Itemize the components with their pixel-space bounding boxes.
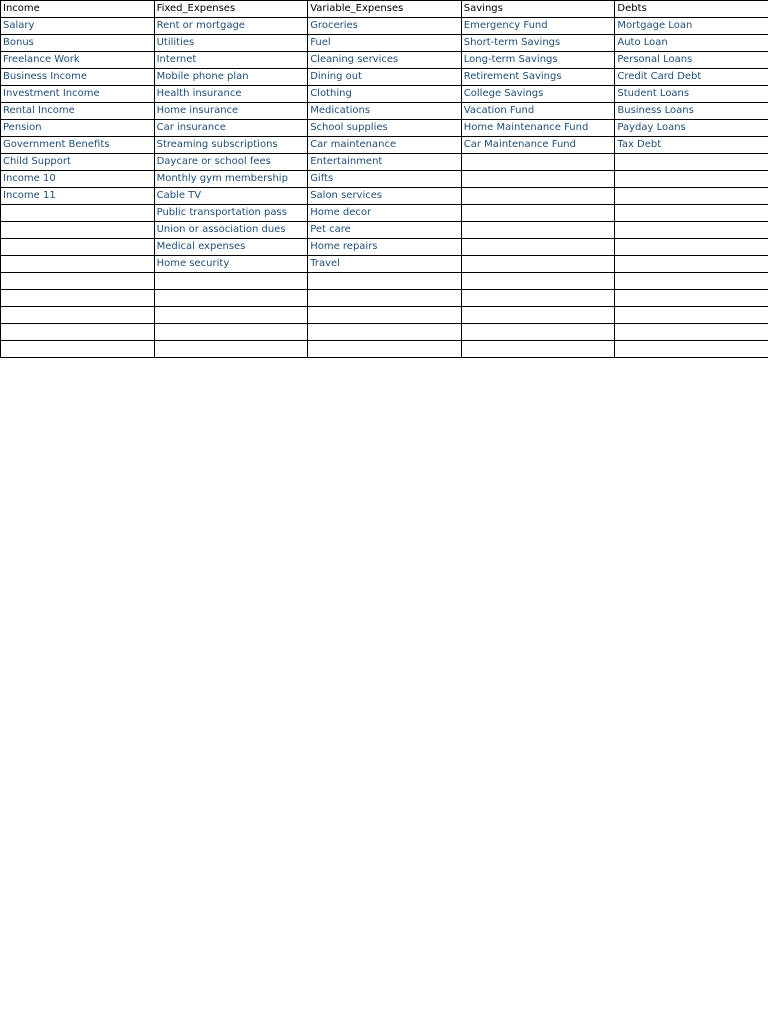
cell-savings[interactable]: Long-term Savings	[461, 52, 615, 69]
table-row	[1, 35, 768, 52]
cell-savings[interactable]	[461, 188, 615, 205]
cell-debts[interactable]	[615, 290, 768, 307]
cell-income[interactable]: Income 10	[1, 171, 155, 188]
cell-variable-expenses[interactable]: Home repairs	[308, 239, 462, 256]
cell-fixed-expenses[interactable]: Daycare or school fees	[154, 154, 308, 171]
cell-income[interactable]: Business Income	[1, 69, 155, 86]
cell-variable-expenses[interactable]	[308, 324, 462, 341]
cell-income[interactable]: Rental Income	[1, 103, 155, 120]
cell-variable-expenses[interactable]: Groceries	[308, 18, 462, 35]
cell-income[interactable]: Pension	[1, 120, 155, 137]
cell-income[interactable]: Bonus	[1, 35, 155, 52]
cell-debts[interactable]: Student Loans	[615, 86, 768, 103]
table-row	[1, 324, 768, 341]
table-row	[1, 205, 768, 222]
cell-debts[interactable]: Mortgage Loan	[615, 18, 768, 35]
cell-variable-expenses[interactable]	[308, 341, 462, 358]
cell-fixed-expenses[interactable]	[154, 307, 308, 324]
cell-income[interactable]: Salary	[1, 18, 155, 35]
header-row	[1, 1, 768, 18]
cell-savings[interactable]: Emergency Fund	[461, 18, 615, 35]
header-debts: Debts	[615, 1, 768, 18]
cell-income[interactable]	[1, 205, 155, 222]
cell-debts[interactable]: Auto Loan	[615, 35, 768, 52]
budget-categories-table	[0, 0, 768, 358]
cell-savings[interactable]	[461, 171, 615, 188]
cell-debts[interactable]	[615, 222, 768, 239]
cell-income[interactable]: Investment Income	[1, 86, 155, 103]
cell-income[interactable]: Child Support	[1, 154, 155, 171]
cell-fixed-expenses[interactable]: Cable TV	[154, 188, 308, 205]
table-row	[1, 222, 768, 239]
cell-fixed-expenses[interactable]: Health insurance	[154, 86, 308, 103]
cell-fixed-expenses[interactable]: Utilities	[154, 35, 308, 52]
cell-fixed-expenses[interactable]: Streaming subscriptions	[154, 137, 308, 154]
cell-fixed-expenses[interactable]	[154, 290, 308, 307]
cell-variable-expenses[interactable]: Dining out	[308, 69, 462, 86]
cell-variable-expenses[interactable]	[308, 307, 462, 324]
cell-debts[interactable]	[615, 188, 768, 205]
table-row	[1, 307, 768, 324]
cell-fixed-expenses[interactable]: Home security	[154, 256, 308, 273]
cell-debts[interactable]: Personal Loans	[615, 52, 768, 69]
budget-categories-sheet	[0, 0, 768, 358]
cell-income[interactable]	[1, 307, 155, 324]
cell-variable-expenses[interactable]	[308, 290, 462, 307]
cell-income[interactable]	[1, 290, 155, 307]
table-row	[1, 188, 768, 205]
cell-income[interactable]: Freelance Work	[1, 52, 155, 69]
table-row	[1, 103, 768, 120]
cell-debts[interactable]: Tax Debt	[615, 137, 768, 154]
cell-income[interactable]	[1, 341, 155, 358]
cell-variable-expenses[interactable]: Salon services	[308, 188, 462, 205]
cell-debts[interactable]	[615, 273, 768, 290]
table-row	[1, 273, 768, 290]
cell-debts[interactable]	[615, 341, 768, 358]
table-row	[1, 341, 768, 358]
cell-variable-expenses[interactable]: Clothing	[308, 86, 462, 103]
cell-savings[interactable]	[461, 205, 615, 222]
table-row	[1, 69, 768, 86]
cell-variable-expenses[interactable]: Travel	[308, 256, 462, 273]
cell-income[interactable]	[1, 239, 155, 256]
cell-savings[interactable]	[461, 290, 615, 307]
cell-variable-expenses[interactable]: Pet care	[308, 222, 462, 239]
cell-savings[interactable]: Short-term Savings	[461, 35, 615, 52]
cell-variable-expenses[interactable]: Cleaning services	[308, 52, 462, 69]
table-body	[1, 18, 768, 358]
cell-savings[interactable]	[461, 154, 615, 171]
header-income: Income	[1, 1, 155, 18]
cell-fixed-expenses[interactable]	[154, 324, 308, 341]
cell-fixed-expenses[interactable]: Rent or mortgage	[154, 18, 308, 35]
cell-debts[interactable]	[615, 307, 768, 324]
cell-fixed-expenses[interactable]	[154, 273, 308, 290]
cell-savings[interactable]: Home Maintenance Fund	[461, 120, 615, 137]
cell-debts[interactable]: Business Loans	[615, 103, 768, 120]
cell-fixed-expenses[interactable]: Home insurance	[154, 103, 308, 120]
cell-variable-expenses[interactable]: Entertainment	[308, 154, 462, 171]
cell-income[interactable]	[1, 256, 155, 273]
cell-debts[interactable]	[615, 324, 768, 341]
cell-variable-expenses[interactable]: Car maintenance	[308, 137, 462, 154]
table-row	[1, 52, 768, 69]
table-row	[1, 120, 768, 137]
cell-variable-expenses[interactable]	[308, 273, 462, 290]
cell-income[interactable]: Income 11	[1, 188, 155, 205]
cell-variable-expenses[interactable]: Fuel	[308, 35, 462, 52]
cell-income[interactable]	[1, 222, 155, 239]
cell-savings[interactable]	[461, 307, 615, 324]
cell-savings[interactable]	[461, 273, 615, 290]
table-row	[1, 239, 768, 256]
cell-variable-expenses[interactable]: Medications	[308, 103, 462, 120]
cell-income[interactable]	[1, 273, 155, 290]
cell-savings[interactable]	[461, 239, 615, 256]
cell-savings[interactable]: Vacation Fund	[461, 103, 615, 120]
cell-debts[interactable]	[615, 205, 768, 222]
cell-fixed-expenses[interactable]	[154, 341, 308, 358]
cell-debts[interactable]	[615, 239, 768, 256]
cell-fixed-expenses[interactable]: Union or association dues	[154, 222, 308, 239]
cell-fixed-expenses[interactable]: Medical expenses	[154, 239, 308, 256]
cell-debts[interactable]	[615, 154, 768, 171]
header-fixed-expenses: Fixed_Expenses	[154, 1, 308, 18]
table-row	[1, 171, 768, 188]
cell-savings[interactable]: College Savings	[461, 86, 615, 103]
cell-variable-expenses[interactable]: Home decor	[308, 205, 462, 222]
table-row	[1, 154, 768, 171]
cell-income[interactable]	[1, 324, 155, 341]
cell-fixed-expenses[interactable]: Mobile phone plan	[154, 69, 308, 86]
cell-fixed-expenses[interactable]: Monthly gym membership	[154, 171, 308, 188]
cell-savings[interactable]: Car Maintenance Fund	[461, 137, 615, 154]
cell-fixed-expenses[interactable]: Car insurance	[154, 120, 308, 137]
table-row	[1, 290, 768, 307]
table-row	[1, 18, 768, 35]
table-row	[1, 256, 768, 273]
cell-debts[interactable]	[615, 256, 768, 273]
table-row	[1, 86, 768, 103]
cell-debts[interactable]	[615, 171, 768, 188]
cell-savings[interactable]	[461, 341, 615, 358]
cell-savings[interactable]	[461, 222, 615, 239]
header-savings: Savings	[461, 1, 615, 18]
cell-savings[interactable]	[461, 256, 615, 273]
table-row	[1, 137, 768, 154]
cell-debts[interactable]: Credit Card Debt	[615, 69, 768, 86]
cell-debts[interactable]: Payday Loans	[615, 120, 768, 137]
cell-fixed-expenses[interactable]: Internet	[154, 52, 308, 69]
cell-variable-expenses[interactable]: Gifts	[308, 171, 462, 188]
cell-income[interactable]: Government Benefits	[1, 137, 155, 154]
cell-savings[interactable]: Retirement Savings	[461, 69, 615, 86]
cell-savings[interactable]	[461, 324, 615, 341]
cell-variable-expenses[interactable]: School supplies	[308, 120, 462, 137]
header-variable-expenses: Variable_Expenses	[308, 1, 462, 18]
cell-fixed-expenses[interactable]: Public transportation pass	[154, 205, 308, 222]
